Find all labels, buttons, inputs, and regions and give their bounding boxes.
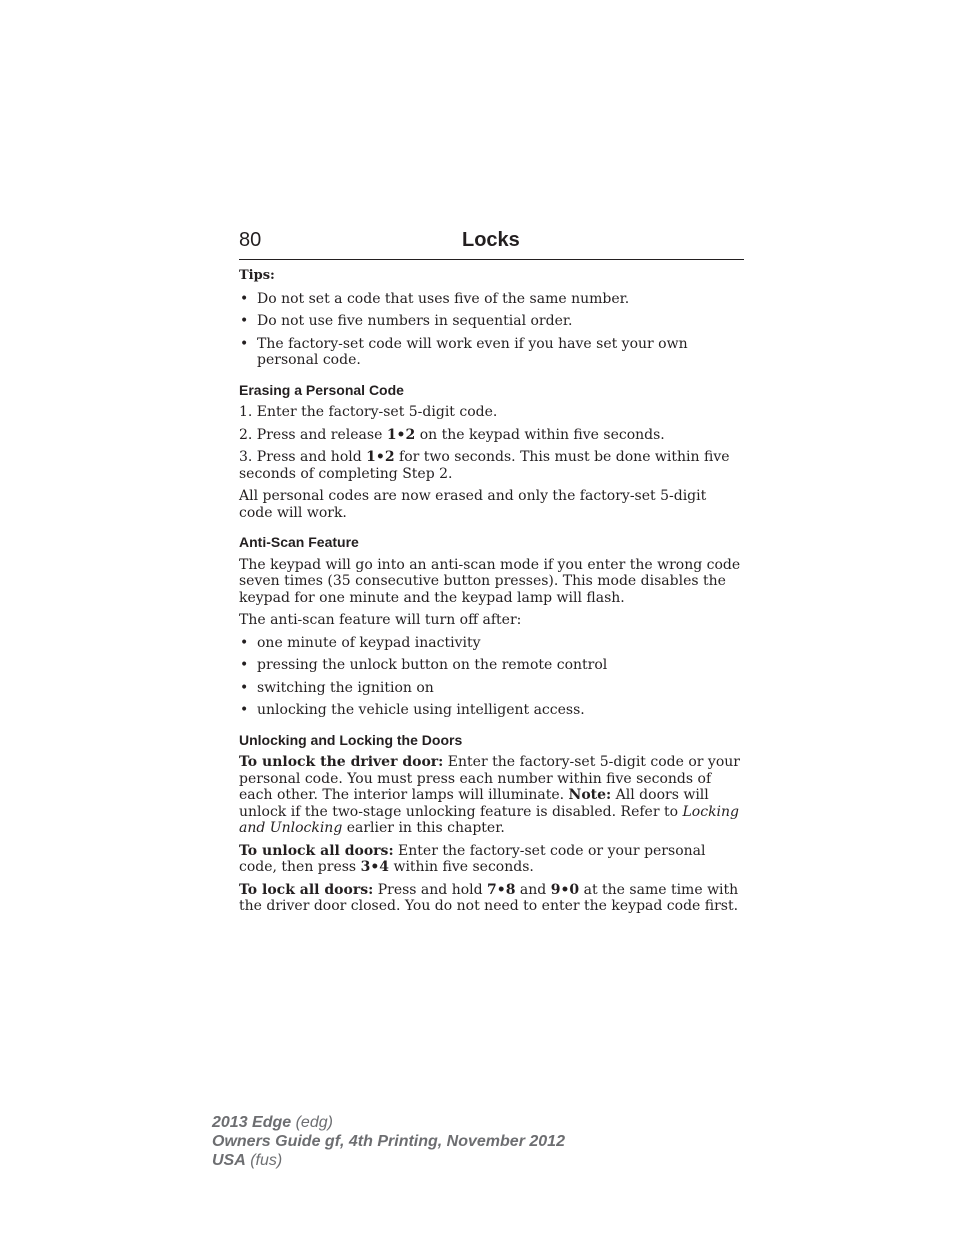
erase-result: All personal codes are now erased and only the factory-set 5-digit code will work.	[239, 488, 707, 521]
section-heading-unlocking: Unlocking and Locking the Doors	[239, 731, 463, 748]
unlock-driver-door: To unlock the driver door: Enter the factory-set 5-digit code or your personal code. You must press each number within five seconds of each other. The interior lamps will illuminate. Note: All doors will unlock if the two-stage unlocking feature is disabled. Refer to Locking and Unlocking earlier in this chapter.	[239, 754, 740, 836]
list-item: • one minute of keypad inactivity	[240, 634, 481, 651]
bullet-icon: •	[240, 634, 249, 651]
step-3: 3. Press and hold 1•2 for two seconds. This must be done within five seconds of completing Step 2.	[239, 449, 730, 482]
unlock-all-doors: To unlock all doors: Enter the factory-set code or your personal code, then press 3•4 within five seconds.	[239, 842, 706, 875]
page-title: Locks	[462, 229, 520, 251]
tips-label: Tips:	[239, 268, 275, 283]
list-item: • Do not set a code that uses five of the same number.	[240, 290, 630, 307]
cross-reference: Locking and Unlocking	[239, 803, 740, 836]
page-header	[239, 228, 744, 260]
tips-list	[239, 291, 744, 369]
antiscan-intro: The anti-scan feature will turn off after:	[239, 612, 522, 628]
step-2: 2. Press and release 1•2 on the keypad within five seconds.	[239, 426, 665, 443]
footer-market: USA (fus)	[212, 1152, 283, 1169]
page-footer	[212, 1113, 565, 1170]
list-item: • The factory-set code will work even if you have set your own personal code.	[240, 335, 688, 368]
list-item: • Do not use five numbers in sequential order.	[240, 313, 573, 329]
lock-all-doors: To lock all doors: Press and hold 7•8 and 9•0 at the same time with the driver door closed. You do not need to enter the keypad code first.	[239, 881, 739, 914]
footer-edition: Owners Guide gf, 4th Printing, November 2012	[212, 1133, 565, 1150]
section-heading-erasing: Erasing a Personal Code	[239, 381, 404, 398]
page-number: 80	[239, 229, 262, 251]
section-heading-antiscan: Anti-Scan Feature	[239, 534, 359, 550]
bullet-icon: •	[240, 313, 249, 329]
bullet-icon: •	[240, 702, 249, 718]
bullet-icon: •	[240, 290, 249, 307]
step-1: 1. Enter the factory-set 5-digit code.	[239, 404, 498, 420]
bullet-icon: •	[240, 679, 249, 696]
list-item: • pressing the unlock button on the remote control	[240, 657, 608, 673]
footer-model: 2013 Edge (edg)	[212, 1114, 333, 1131]
bullet-icon: •	[240, 657, 249, 673]
list-item: • switching the ignition on	[240, 679, 434, 696]
bullet-icon: •	[240, 335, 249, 352]
antiscan-paragraph: The keypad will go into an anti-scan mode if you enter the wrong code seven times (35 consecutive button presses). This mode disables the keypad for one minute and the keypad lamp will flash.	[239, 556, 741, 606]
page-content	[239, 268, 744, 921]
antiscan-list	[239, 635, 744, 719]
list-item: • unlocking the vehicle using intelligent access.	[240, 702, 585, 718]
